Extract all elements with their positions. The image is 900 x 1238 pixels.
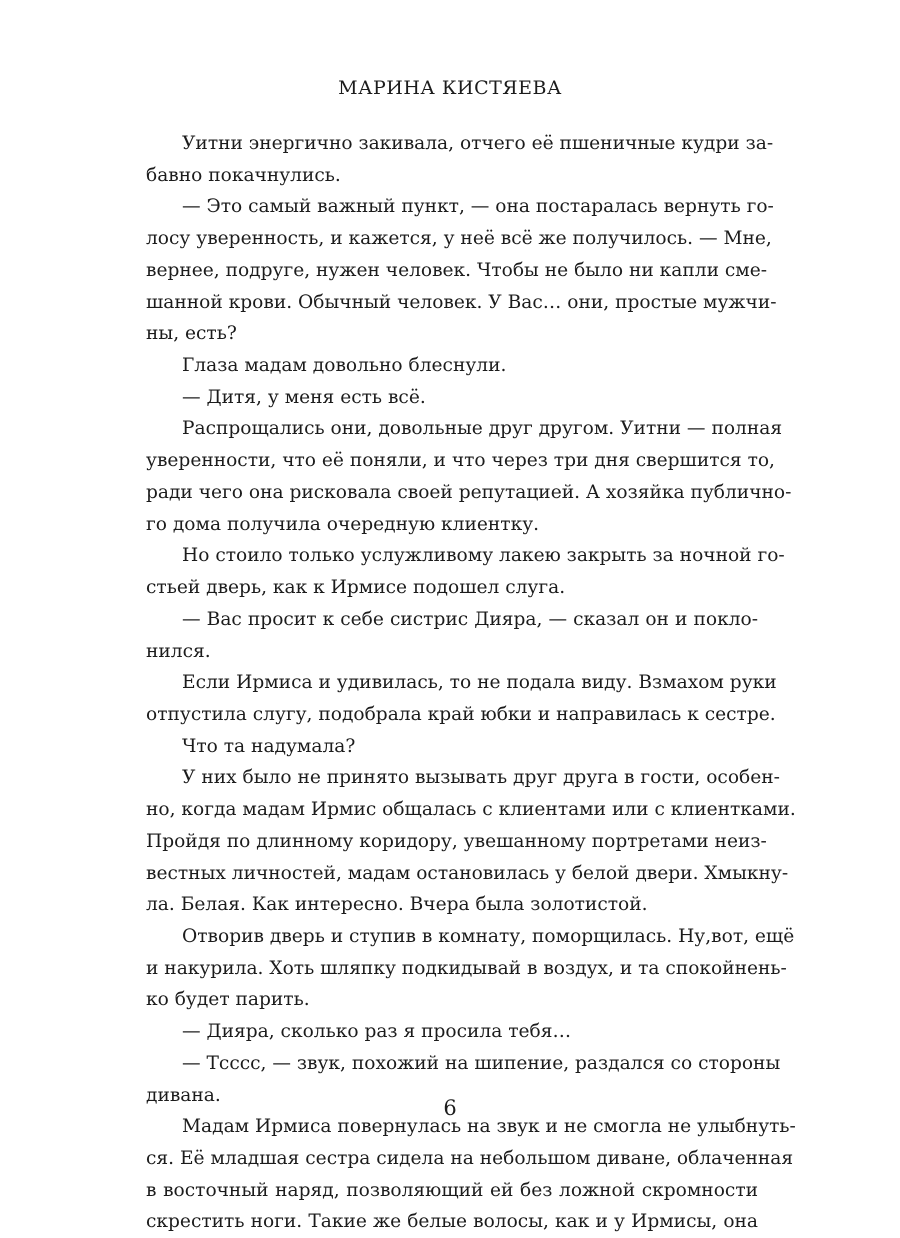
text-line: дивана. xyxy=(146,1084,221,1106)
text-line: Если Ирмиса и удивилась, то не подала виду. Взмахом руки xyxy=(182,672,777,694)
text-line: го дома получила очередную клиентку. xyxy=(146,513,540,535)
text-line: Что та надумала? xyxy=(182,735,356,757)
text-line: Мадам Ирмиса повернулась на звук и не смогла не улыбнуть- xyxy=(182,1116,796,1138)
text-line: уверенности, что её поняли, и что через три дня свершится то, xyxy=(146,450,775,472)
text-line: Глаза мадам довольно блеснули. xyxy=(182,355,507,377)
text-line: Пройдя по длинному коридору, увешанному портретами неиз- xyxy=(146,830,767,852)
text-line: — Дитя, у меня есть всё. xyxy=(182,386,426,408)
text-line: но, когда мадам Ирмис общалась с клиентами или с клиентками. xyxy=(146,799,796,821)
text-line: Отворив дверь и ступив в комнату, поморщилась. Ну,вот, ещё xyxy=(182,925,795,947)
text-line: ко будет парить. xyxy=(146,989,310,1011)
text-line: вестных личностей, мадам остановилась у белой двери. Хмыкну- xyxy=(146,862,789,884)
text-line: вернее, подруге, нужен человек. Чтобы не было ни капли сме- xyxy=(146,259,768,281)
text-line: скрестить ноги. Такие же белые волосы, как и у Ирмисы, она xyxy=(146,1211,758,1233)
text-line: отпустила слугу, подобрала край юбки и направилась к сестре. xyxy=(146,703,776,725)
text-line: — Тсссс, — звук, похожий на шипение, раздался со стороны xyxy=(182,1052,781,1074)
text-line: Но стоило только услужливому лакею закрыть за ночной го- xyxy=(182,545,785,567)
text-line: — Вас просит к себе систрис Дияра, — сказал он и покло- xyxy=(182,608,758,630)
text-line: бавно покачнулись. xyxy=(146,164,341,186)
running-head: МАРИНА КИСТЯЕВА xyxy=(338,77,562,99)
text-line: стьей дверь, как к Ирмисе подошел слуга. xyxy=(146,577,566,599)
text-line: ла. Белая. Как интересно. Вчера была золотистой. xyxy=(146,894,648,916)
text-line: — Это самый важный пункт, — она постаралась вернуть го- xyxy=(182,196,774,218)
text-line: У них было не принято вызывать друг друга в гости, особен- xyxy=(182,767,780,789)
text-line: ся. Её младшая сестра сидела на небольшом диване, облаченная xyxy=(146,1148,794,1169)
text-line: — Дияра, сколько раз я просила тебя… xyxy=(182,1021,572,1043)
text-line: лосу уверенность, и кажется, у неё всё же получилось. — Мне, xyxy=(146,228,772,250)
text-line: ны, есть? xyxy=(146,323,237,345)
text-line: и накурила. Хоть шляпку подкидывай в воздух, и та спокойнень- xyxy=(146,957,787,979)
text-line: шанной крови. Обычный человек. У Вас… они, простые мужчи- xyxy=(146,291,777,313)
text-line: в восточный наряд, позволяющий ей без ложной скромности xyxy=(146,1179,758,1201)
text-line: Уитни энергично закивала, отчего её пшеничные кудри за- xyxy=(182,133,774,154)
text-line: Распрощались они, довольные друг другом. Уитни — полная xyxy=(182,418,783,440)
page-number: 6 xyxy=(443,1096,457,1120)
body-text xyxy=(146,128,796,1238)
text-line: ради чего она рисковала своей репутацией. А хозяйка публично- xyxy=(146,481,792,503)
text-line: нился. xyxy=(146,640,211,662)
